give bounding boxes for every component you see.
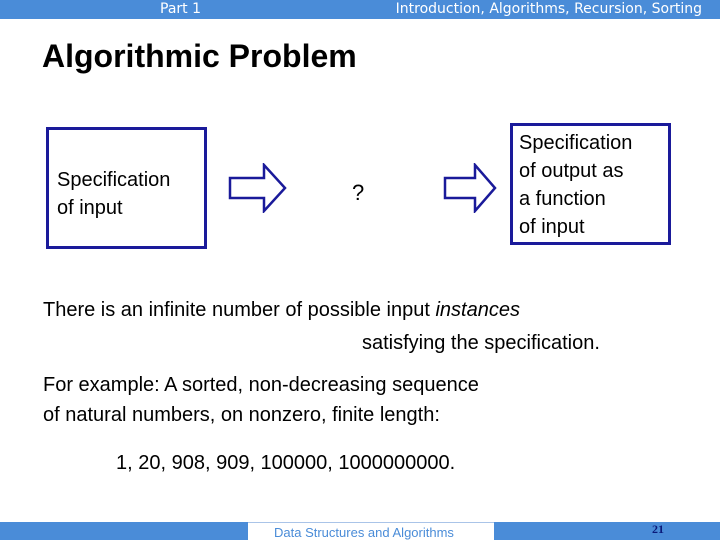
example-sequence: 1, 20, 908, 909, 100000, 1000000000. bbox=[116, 452, 456, 474]
footer-course bbox=[248, 522, 494, 540]
output-line-1: Specification bbox=[519, 132, 633, 154]
header-bar bbox=[0, 0, 720, 19]
instances-text: There is an infinite number of possible input bbox=[43, 299, 436, 321]
output-line-3: a function bbox=[519, 188, 606, 210]
course-name: Data Structures and Algorithms bbox=[274, 525, 454, 540]
instances-emphasis: instances bbox=[435, 299, 520, 321]
output-box bbox=[510, 123, 671, 245]
page-number: 21 bbox=[652, 522, 664, 536]
paragraph-example-line2: of natural numbers, on nonzero, finite length: bbox=[43, 404, 440, 426]
paragraph-instances-line1 bbox=[43, 296, 520, 325]
input-box bbox=[46, 127, 207, 249]
part-label: Part 1 bbox=[160, 1, 201, 17]
input-line-2: of input bbox=[57, 197, 123, 219]
output-line-4: of input bbox=[519, 216, 585, 238]
arrow-right-icon bbox=[228, 163, 288, 213]
paragraph-example-line1: For example: A sorted, non-decreasing sequence bbox=[43, 374, 479, 396]
footer-right-bar bbox=[494, 522, 720, 540]
topic-label: Introduction, Algorithms, Recursion, Sorting bbox=[395, 1, 702, 17]
arrow-right-icon bbox=[443, 163, 498, 213]
output-line-2: of output as bbox=[519, 160, 624, 182]
output-label bbox=[519, 129, 632, 241]
input-line-1: Specification bbox=[57, 169, 171, 191]
algorithm-question: ? bbox=[352, 180, 365, 205]
slide-title: Algorithmic Problem bbox=[42, 38, 357, 74]
topic-box bbox=[360, 0, 720, 19]
footer-left-bar bbox=[0, 522, 248, 540]
input-label bbox=[57, 166, 170, 222]
paragraph-instances-line2: satisfying the specification. bbox=[362, 332, 600, 354]
